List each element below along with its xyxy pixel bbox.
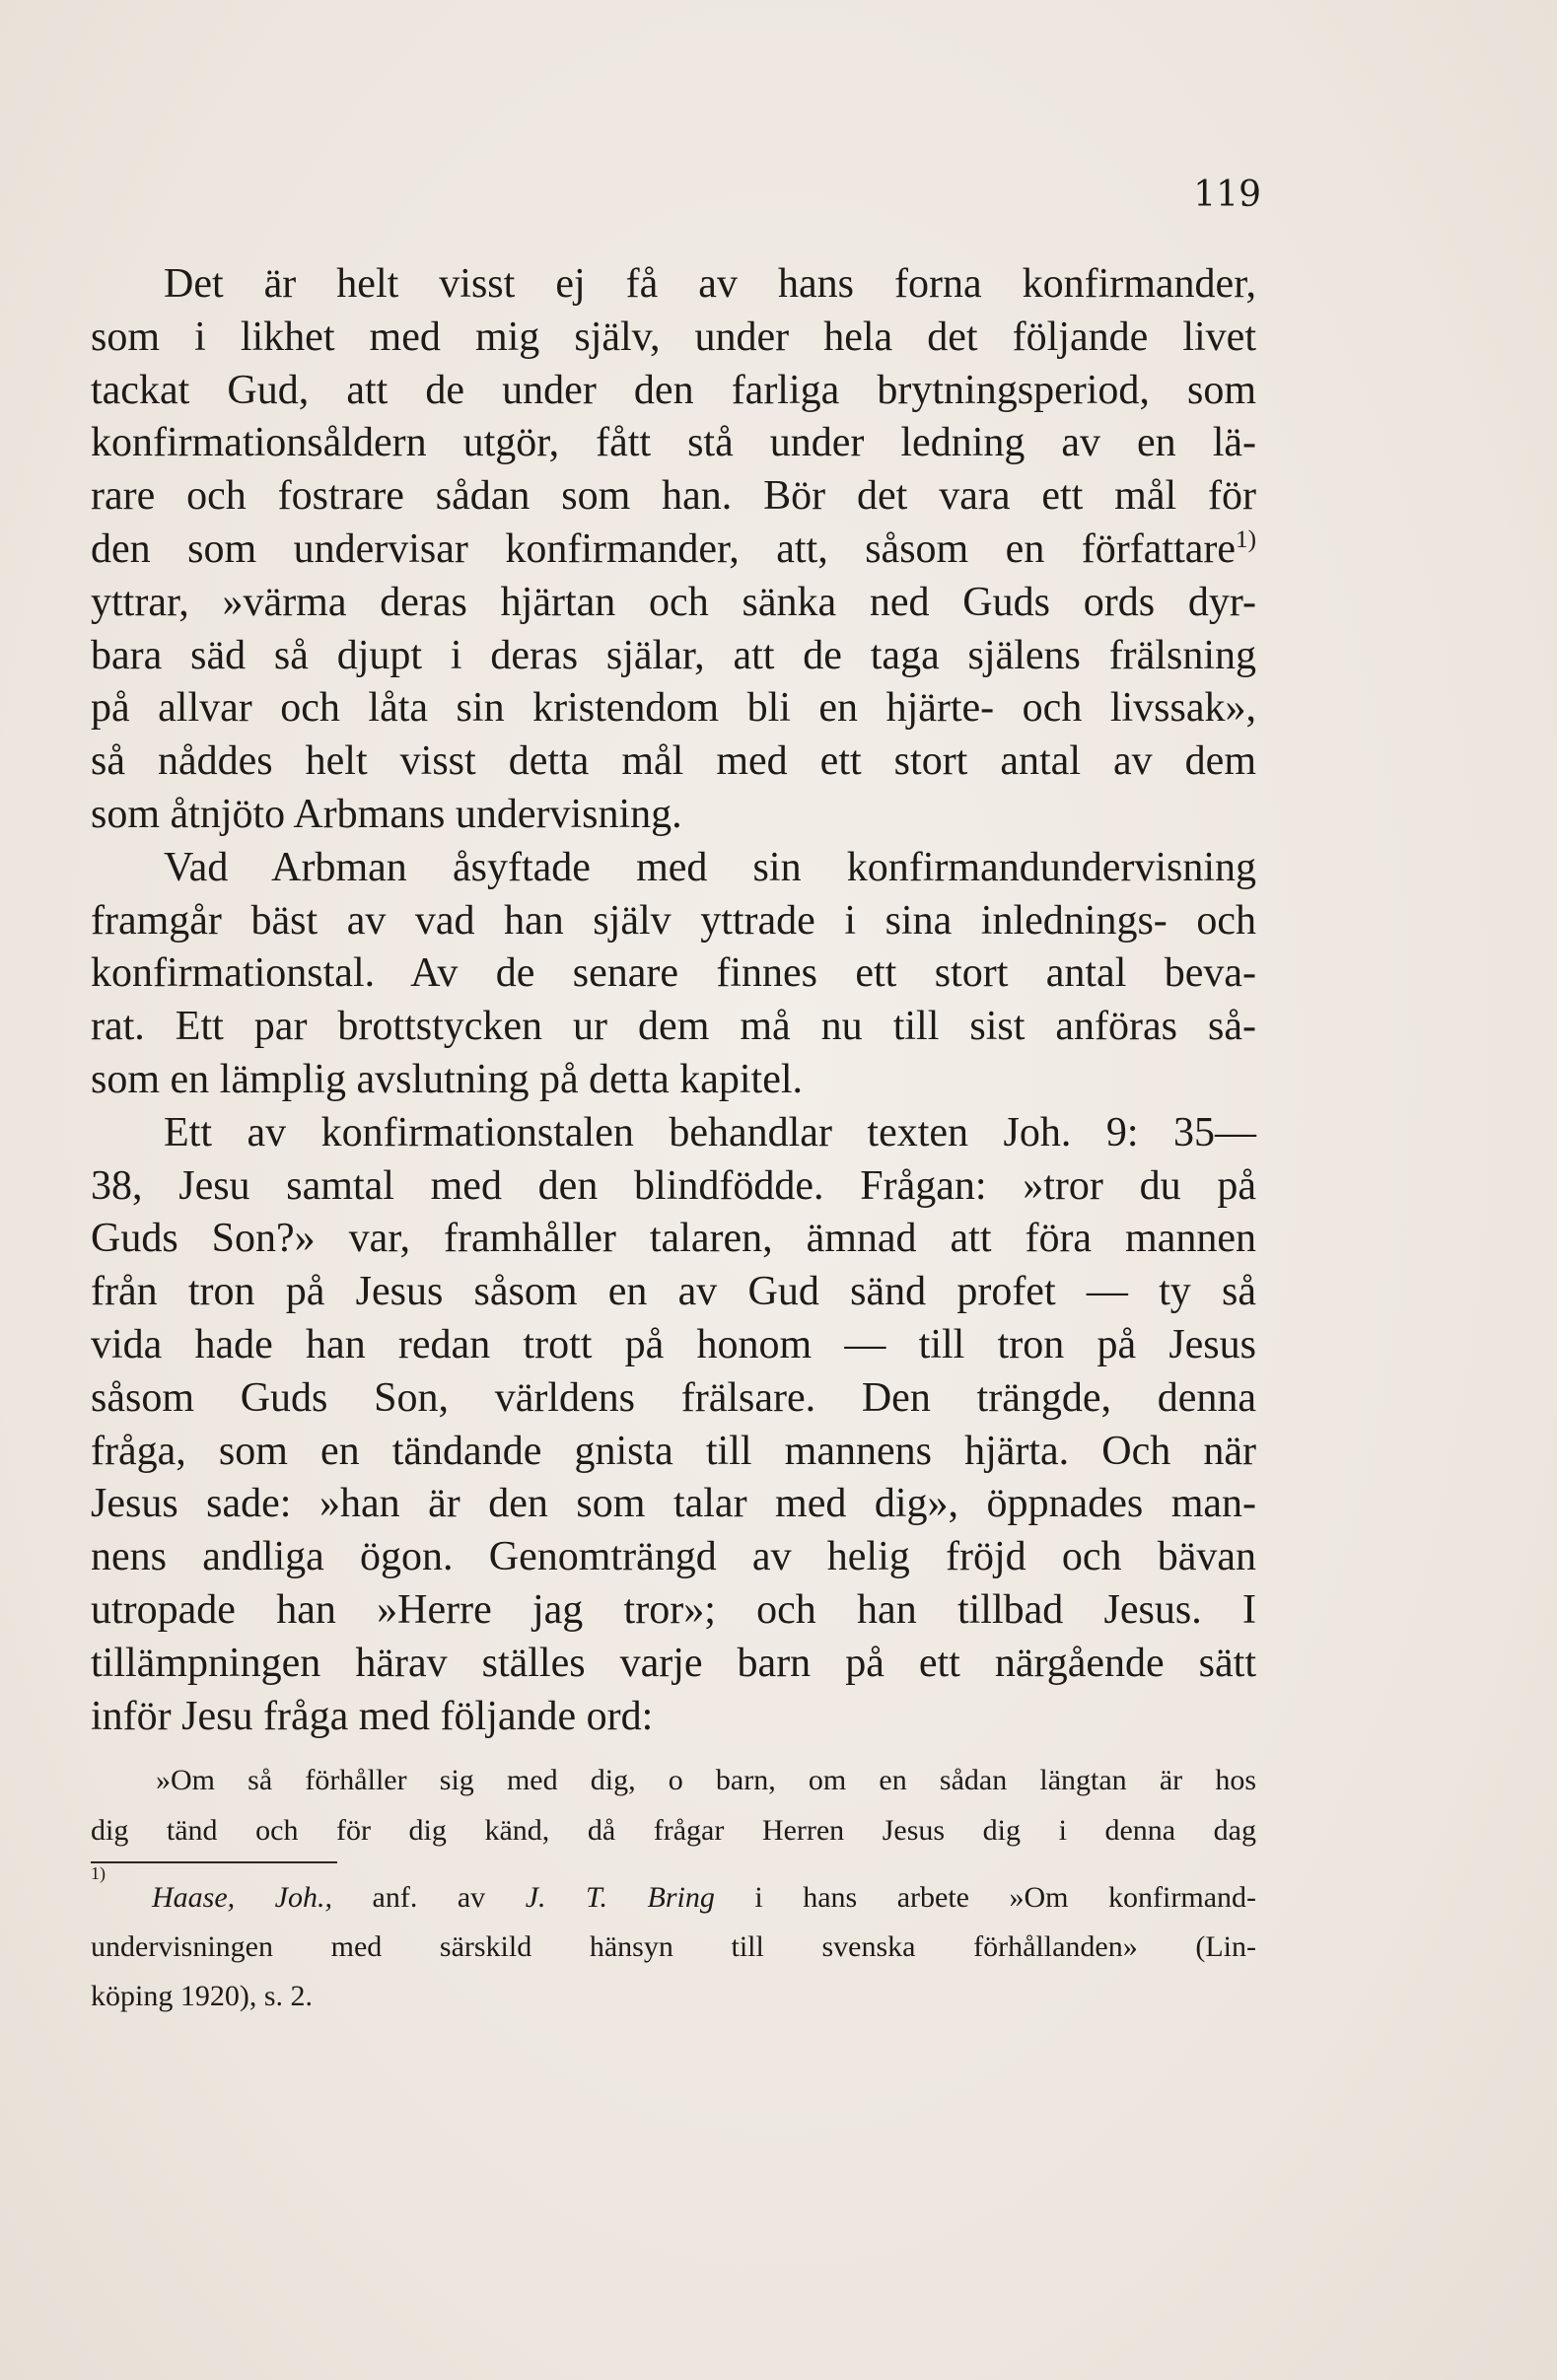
body-line: vida hade han redan trott på honom — till tron på Jesus — [91, 1321, 1256, 1367]
body-line: framgår bäst av vad han själv yttrade i sina inlednings- och — [91, 897, 1256, 944]
body-line: så nåddes helt visst detta mål med ett stort antal av dem — [91, 738, 1256, 785]
footnote-reference: 1) — [1236, 525, 1256, 553]
body-line: rare och fostrare sådan som han. Bör det vara ett mål för — [91, 473, 1256, 520]
body-line: Vad Arbman åsyftade med sin konfirmandundervisning — [164, 844, 1256, 890]
body-line: nens andliga ögon. Genomträngd av helig fröjd och bävan — [91, 1534, 1256, 1580]
body-line: Ett av konfirmationstalen behandlar texten Joh. 9: 35— — [164, 1109, 1256, 1155]
body-line: Jesus sade: »han är den som talar med dig», öppnades man- — [91, 1481, 1256, 1527]
footnote-author: Haase, Joh., — [152, 1881, 332, 1915]
body-line: tackat Gud, att de under den farliga brytningsperiod, som — [91, 367, 1256, 413]
body-line: från tron på Jesus såsom en av Gud sänd profet — ty så — [91, 1269, 1256, 1315]
footnote-text: i hans arbete »Om konfirmand- — [714, 1881, 1256, 1915]
body-line: fråga, som en tändande gnista till mannens hjärta. Och när — [91, 1428, 1256, 1474]
footnote-divider — [91, 1861, 337, 1863]
body-line: inför Jesu fråga med följande ord: — [91, 1693, 654, 1739]
body-line: som åtnjöto Arbmans undervisning. — [91, 791, 682, 837]
text-column — [91, 258, 1256, 2021]
footnote-line: 1) Haase, Joh., anf. av J. T. Bring i hans arbete »Om konfirmand- — [91, 1863, 1256, 1915]
body-line: Det är helt visst ej få av hans forna konfirmander, — [164, 261, 1256, 307]
body-line: som en lämplig avslutning på detta kapitel. — [91, 1056, 804, 1102]
body-line: utropade han »Herre jag tror»; och han tillbad Jesus. I — [91, 1586, 1256, 1633]
footnote-line: undervisningen med särskild hänsyn till svenska förhållanden» (Lin- — [91, 1930, 1256, 1964]
footnote-line: köping 1920), s. 2. — [91, 1980, 313, 2013]
body-line: på allvar och låta sin kristendom bli en hjärte- och livssak», — [91, 685, 1256, 732]
footnote — [91, 1863, 1256, 2021]
body-line: yttrar, »värma deras hjärtan och sänka ned Guds ords dyr- — [91, 579, 1256, 625]
body-line: rat. Ett par brottstycken ur dem må nu till sist anföras så- — [91, 1004, 1256, 1050]
body-line: bara säd så djupt i deras själar, att de taga själens frälsning — [91, 632, 1256, 678]
body-line-with-footnote-ref — [91, 524, 1256, 577]
quote-line: »Om så förhåller sig med dig, o barn, om en sådan längtan är hos — [156, 1764, 1256, 1797]
footnote-text: anf. av — [332, 1881, 526, 1915]
block-quote — [91, 1755, 1256, 1855]
body-line-text: den som undervisar konfirmander, att, såsom en författare — [91, 525, 1237, 572]
body-line: konfirmationsåldern utgör, fått stå under ledning av en lä- — [91, 420, 1256, 466]
body-line: konfirmationstal. Av de senare finnes ett stort antal beva- — [91, 950, 1256, 997]
page-number: 119 — [1193, 175, 1261, 215]
body-line: såsom Guds Son, världens frälsare. Den trängde, denna — [91, 1374, 1256, 1421]
body-line: 38, Jesu samtal med den blindfödde. Frågan: »tror du på — [91, 1162, 1256, 1209]
footnote-cited-author: J. T. Bring — [525, 1881, 715, 1915]
body-line: tillämpningen härav ställes varje barn på ett närgående sätt — [91, 1640, 1256, 1686]
quote-line: dig tänd och för dig känd, då frågar Herren Jesus dig i denna dag — [91, 1814, 1256, 1848]
body-line: som i likhet med mig själv, under hela det följande livet — [91, 314, 1256, 360]
body-line: Guds Son?» var, framhåller talaren, ämnad att föra mannen — [91, 1216, 1256, 1262]
